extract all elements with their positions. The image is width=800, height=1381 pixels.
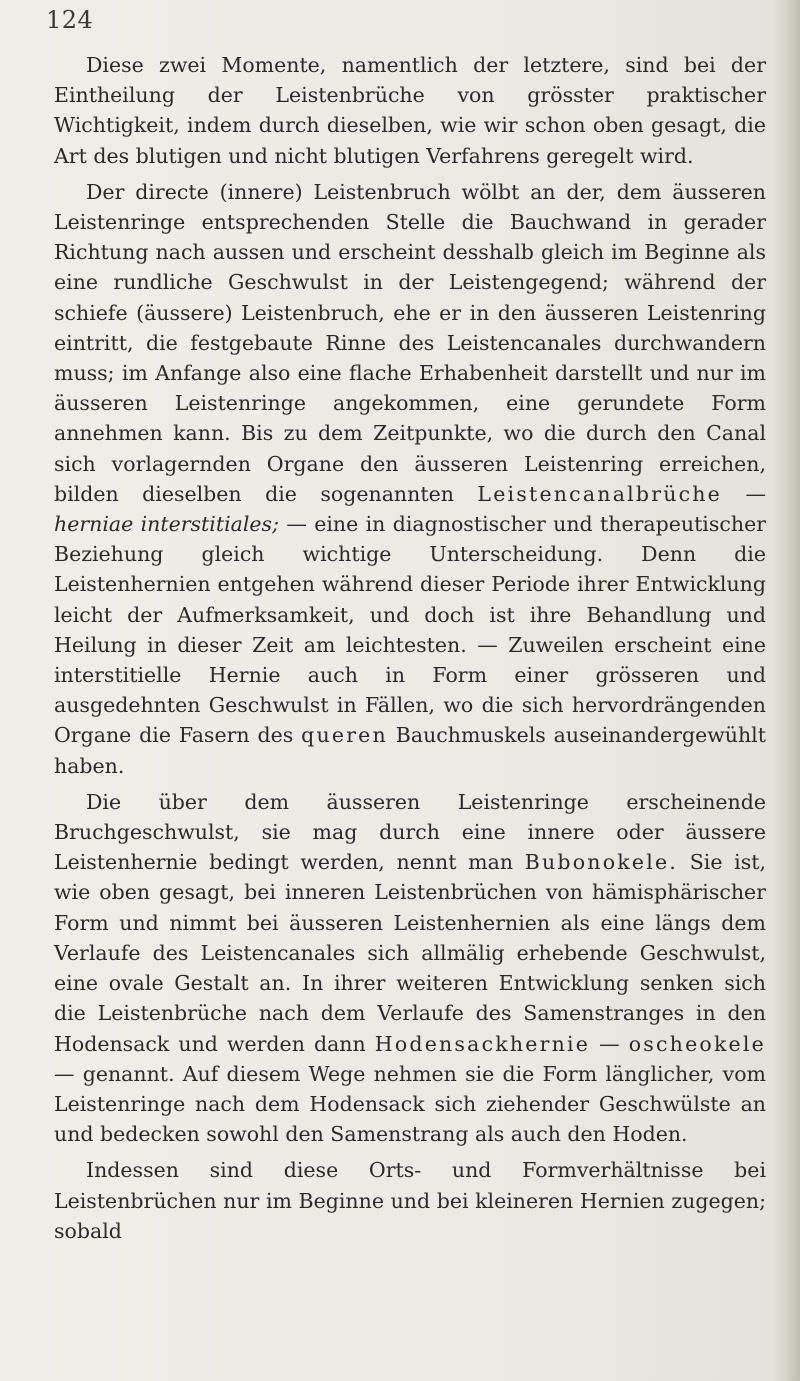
- text-segment: — eine in diagnostischer und therapeutischer Beziehung gleich wichtige Unterscheidung. Denn die Leistenhernien entgehen während dieser Periode ihrer Entwicklung leicht der Aufmerksamkeit, und doch ist ihre Behandlung und Heilung in dieser Zeit am leichtesten. — Zuweilen erscheint eine interstitielle Hernie auch in Form einer grösseren und ausgedehnten Geschwulst in Fällen, wo die sich hervordrängenden Organe die Fasern des: [54, 512, 766, 748]
- spaced-term-hodensackhernie: Hodensackhernie: [374, 1031, 591, 1056]
- text-segment: Der directe (innere) Leistenbruch wölbt an der, dem äusseren Leistenringe entsprechenden Stelle die Bauchwand in gerader Richtung nach aussen und erscheint desshalb gleich im Beginne als eine rundliche Geschwulst in der Leistengegend; während der schiefe (äussere) Leistenbruch, ehe er in den äusseren Leistenring eintritt, die festgebaute Rinne des Leistencanales durchwandern muss; im Anfange also eine flache Erhabenheit darstellt und nur im äusseren Leistenringe angekommen, eine gerundete Form annehmen kann. Bis zu dem Zeitpunkte, wo die durch den Canal sich vorlagernden Organe den äusseren Leistenring erreichen, bilden dieselben die sogenannten: [54, 179, 766, 506]
- paragraph-2: [54, 177, 766, 781]
- spaced-term-bubonokele: Bubonokele.: [524, 850, 679, 875]
- text-segment: —: [590, 1031, 629, 1056]
- page-number: 124: [46, 6, 94, 34]
- paragraph-3: [54, 787, 766, 1149]
- body-text: [54, 50, 766, 1252]
- spaced-term-leistencanalbrueche: Leistencanalbrüche: [477, 481, 723, 506]
- paragraph-1: [54, 50, 766, 171]
- text-segment: Indessen sind diese Orts- und Formverhältnisse bei Leistenbrüchen nur im Beginne und bei kleineren Hernien zugegen; sobald: [54, 1158, 766, 1243]
- text-segment: — genannt. Auf diesem Wege nehmen sie die Form länglicher, vom Leistenringe nach dem Hodensack sich ziehender Geschwülste an und bedecken sowohl den Samenstrang als auch den Hoden.: [54, 1061, 766, 1147]
- text-segment: —: [722, 481, 766, 506]
- page-edge-shadow: [774, 0, 800, 1381]
- spaced-term-queren: queren: [301, 723, 388, 748]
- text-segment: Die über dem äusseren Leistenringe erscheinende Bruchgeschwulst, sie mag durch eine innere oder äussere Leistenhernie bedingt werden, nennt man: [54, 789, 766, 875]
- italic-term-herniae-interstitiales: herniae interstitiales;: [54, 512, 279, 537]
- text-segment: Bauchmuskels auseinandergewühlt haben.: [54, 723, 766, 778]
- spaced-term-oscheokele: oscheokele: [628, 1031, 766, 1056]
- paragraph-4: [54, 1155, 766, 1246]
- text-segment: Sie ist, wie oben gesagt, bei inneren Leistenbrüchen von hämisphärischer Form und nimmt bei äusseren Leistenhernien als eine längs dem Verlaufe des Leistencanales sich allmälig erhebende Geschwulst, eine ovale Gestalt an. In ihrer weiteren Entwicklung senken sich die Leistenbrüche nach dem Verlaufe des Samenstranges in den Hodensack und werden dann: [54, 850, 766, 1056]
- text-segment: Diese zwei Momente, namentlich der letztere, sind bei der Eintheilung der Leistenbrüche von grösster praktischer Wichtigkeit, indem durch dieselben, wie wir schon oben gesagt, die Art des blutigen und nicht blutigen Verfahrens geregelt wird.: [54, 53, 766, 168]
